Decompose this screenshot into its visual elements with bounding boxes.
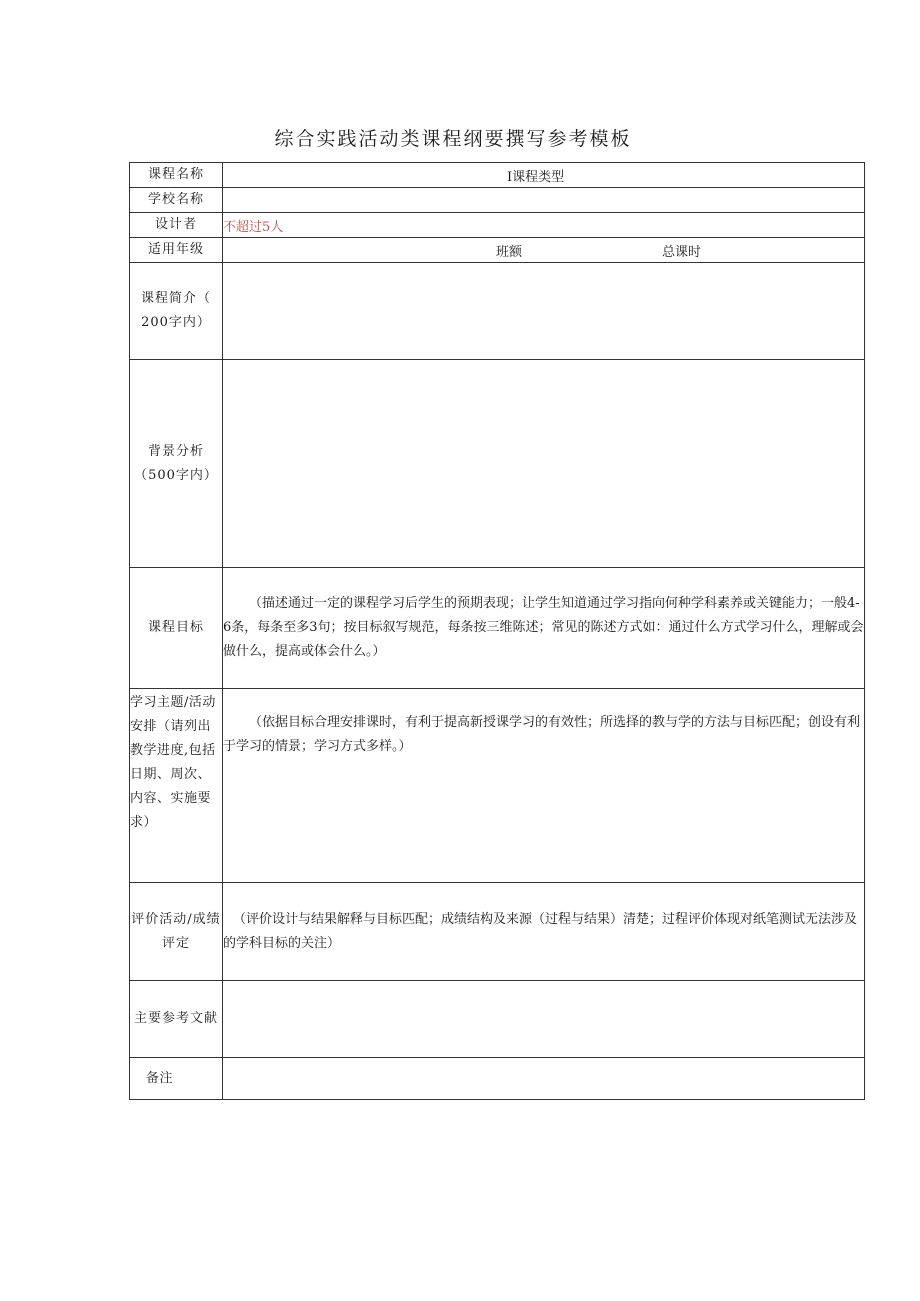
class-size-label: 班额 xyxy=(496,245,523,260)
school-name-label: 学校名称 xyxy=(130,188,223,213)
background-label-line2: （500字内） xyxy=(134,467,218,483)
row-designer xyxy=(130,213,865,238)
references-label: 主要参考文献 xyxy=(130,981,223,1058)
activities-field[interactable] xyxy=(223,689,865,883)
course-name-field[interactable] xyxy=(223,163,865,188)
row-evaluation xyxy=(130,883,865,981)
row-activities xyxy=(130,689,865,883)
row-school-name xyxy=(130,188,865,213)
course-type-label: I课程类型 xyxy=(507,170,565,185)
total-hours-label: 总课时 xyxy=(662,245,702,260)
intro-field[interactable] xyxy=(223,263,865,360)
designer-hint: 不超过5人 xyxy=(223,219,284,235)
row-references xyxy=(130,981,865,1058)
background-label-line1: 背景分析 xyxy=(147,443,204,459)
objectives-guidance: （描述通过一定的课程学习后学生的预期表现；让学生知道通过学习指向何种学科素养或关键能力；一般4-6条，每条至多3句；按目标叙写规范，每条按三维陈述；常见的陈述方式如：通过什么方式学习什么，理解或会做什么，提高或体会什么。） xyxy=(223,596,864,659)
evaluation-field[interactable] xyxy=(223,883,865,981)
references-field[interactable] xyxy=(223,981,865,1058)
row-course-name xyxy=(130,163,865,188)
objectives-field[interactable] xyxy=(223,568,865,689)
row-remarks xyxy=(130,1058,865,1100)
row-intro xyxy=(130,263,865,360)
designer-field[interactable] xyxy=(223,213,865,238)
grade-field[interactable] xyxy=(223,238,865,263)
designer-label: 设计者 xyxy=(130,213,223,238)
activities-guidance: （依据目标合理安排课时，有利于提高新授课学习的有效性；所选择的教与学的方法与目标匹配；创设有利于学习的情景；学习方式多样。） xyxy=(223,715,861,754)
evaluation-label: 评价活动/成绩评定 xyxy=(130,883,223,981)
grade-label: 适用年级 xyxy=(130,238,223,263)
course-name-label: 课程名称 xyxy=(130,163,223,188)
objectives-label: 课程目标 xyxy=(130,568,223,689)
course-outline-table xyxy=(129,162,865,1100)
page-title: 综合实践活动类课程纲要撰写参考模板 xyxy=(274,128,632,150)
background-label xyxy=(130,360,223,568)
intro-label xyxy=(130,263,223,360)
row-objectives xyxy=(130,568,865,689)
school-name-field[interactable] xyxy=(223,188,865,213)
evaluation-guidance: （评价设计与结果解释与目标匹配；成绩结构及来源（过程与结果）清楚；过程评价体现对纸笔测试无法涉及的学科目标的关注） xyxy=(223,911,858,951)
intro-label-line1: 课程简介（ xyxy=(140,291,211,306)
background-field[interactable] xyxy=(223,360,865,568)
intro-label-line2: 200字内） xyxy=(141,315,211,330)
row-background xyxy=(130,360,865,568)
remarks-label: 备注 xyxy=(130,1058,223,1100)
row-grade xyxy=(130,238,865,263)
activities-label: 学习主题/活动安排（请列出教学进度,包括日期、周次、内容、实施要求） xyxy=(130,689,223,883)
remarks-field[interactable] xyxy=(223,1058,865,1100)
